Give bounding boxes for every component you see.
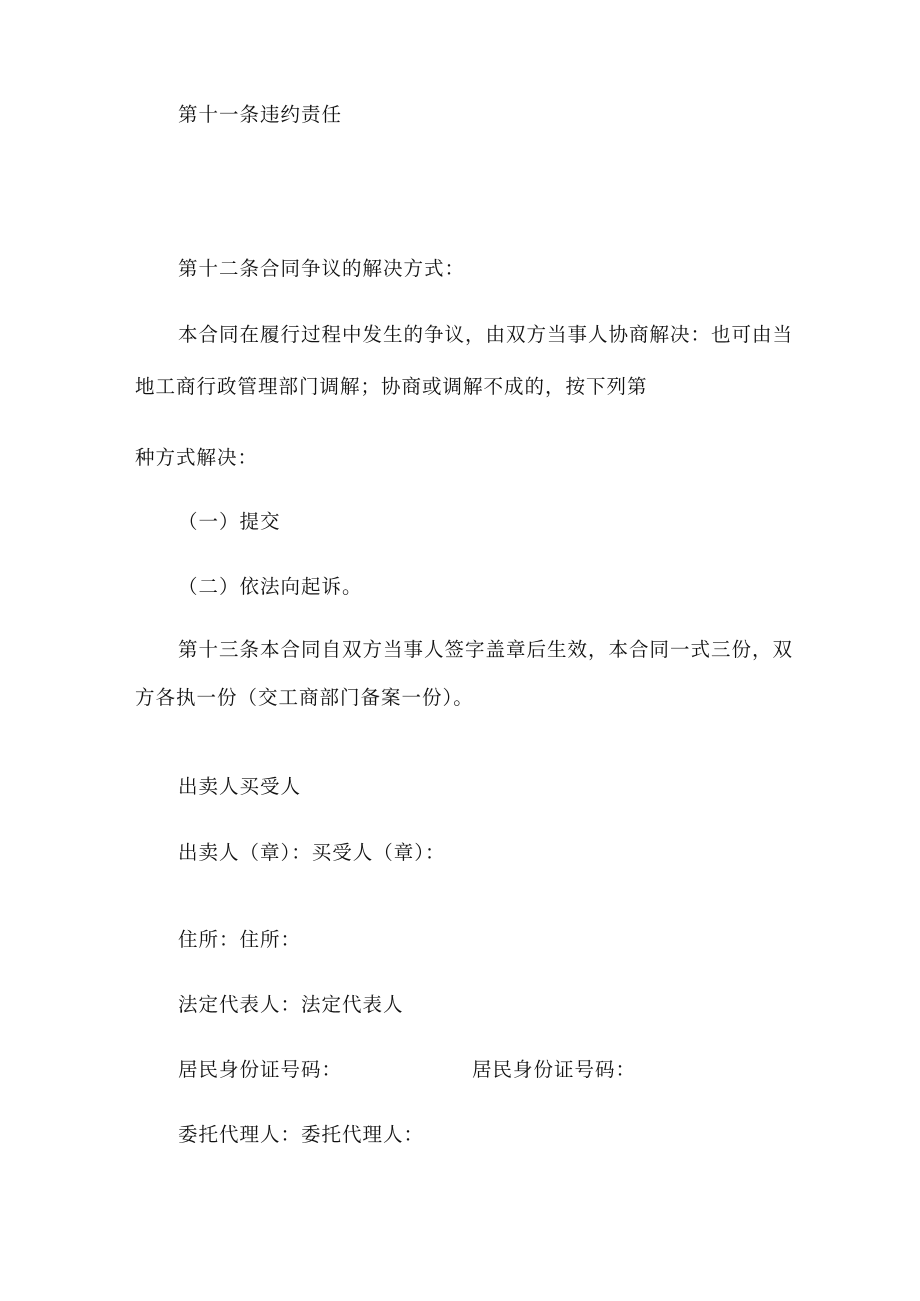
article-12-body-line-3: 种方式解决：: [135, 446, 259, 469]
article-12-body-line-1: 本合同在履行过程中发生的争议，由双方当事人协商解决：也可由当: [178, 323, 794, 346]
article-13-line-2: 方各执一份（交工商部门备案一份）。: [135, 686, 474, 709]
signature-id-number-left: 居民身份证号码：: [178, 1058, 343, 1081]
option-1: （一）提交: [178, 510, 281, 533]
article-11-title: 第十一条违约责任: [178, 103, 343, 126]
option-2: （二）依法向起诉。: [178, 575, 363, 598]
article-12-title: 第十二条合同争议的解决方式：: [178, 257, 466, 280]
article-12-body-line-2: 地工商行政管理部门调解；协商或调解不成的，按下列第: [135, 375, 648, 398]
article-13-line-1: 第十三条本合同自双方当事人签字盖章后生效，本合同一式三份，双: [178, 638, 794, 661]
signature-address: 住所：住所：: [178, 928, 302, 951]
signature-legal-rep: 法定代表人：法定代表人: [178, 993, 404, 1016]
signature-parties: 出卖人买受人: [178, 775, 302, 798]
signature-id-number-right: 居民身份证号码：: [472, 1058, 637, 1081]
signature-seals: 出卖人（章）：买受人（章）：: [178, 841, 446, 864]
signature-agent: 委托代理人：委托代理人：: [178, 1123, 425, 1146]
